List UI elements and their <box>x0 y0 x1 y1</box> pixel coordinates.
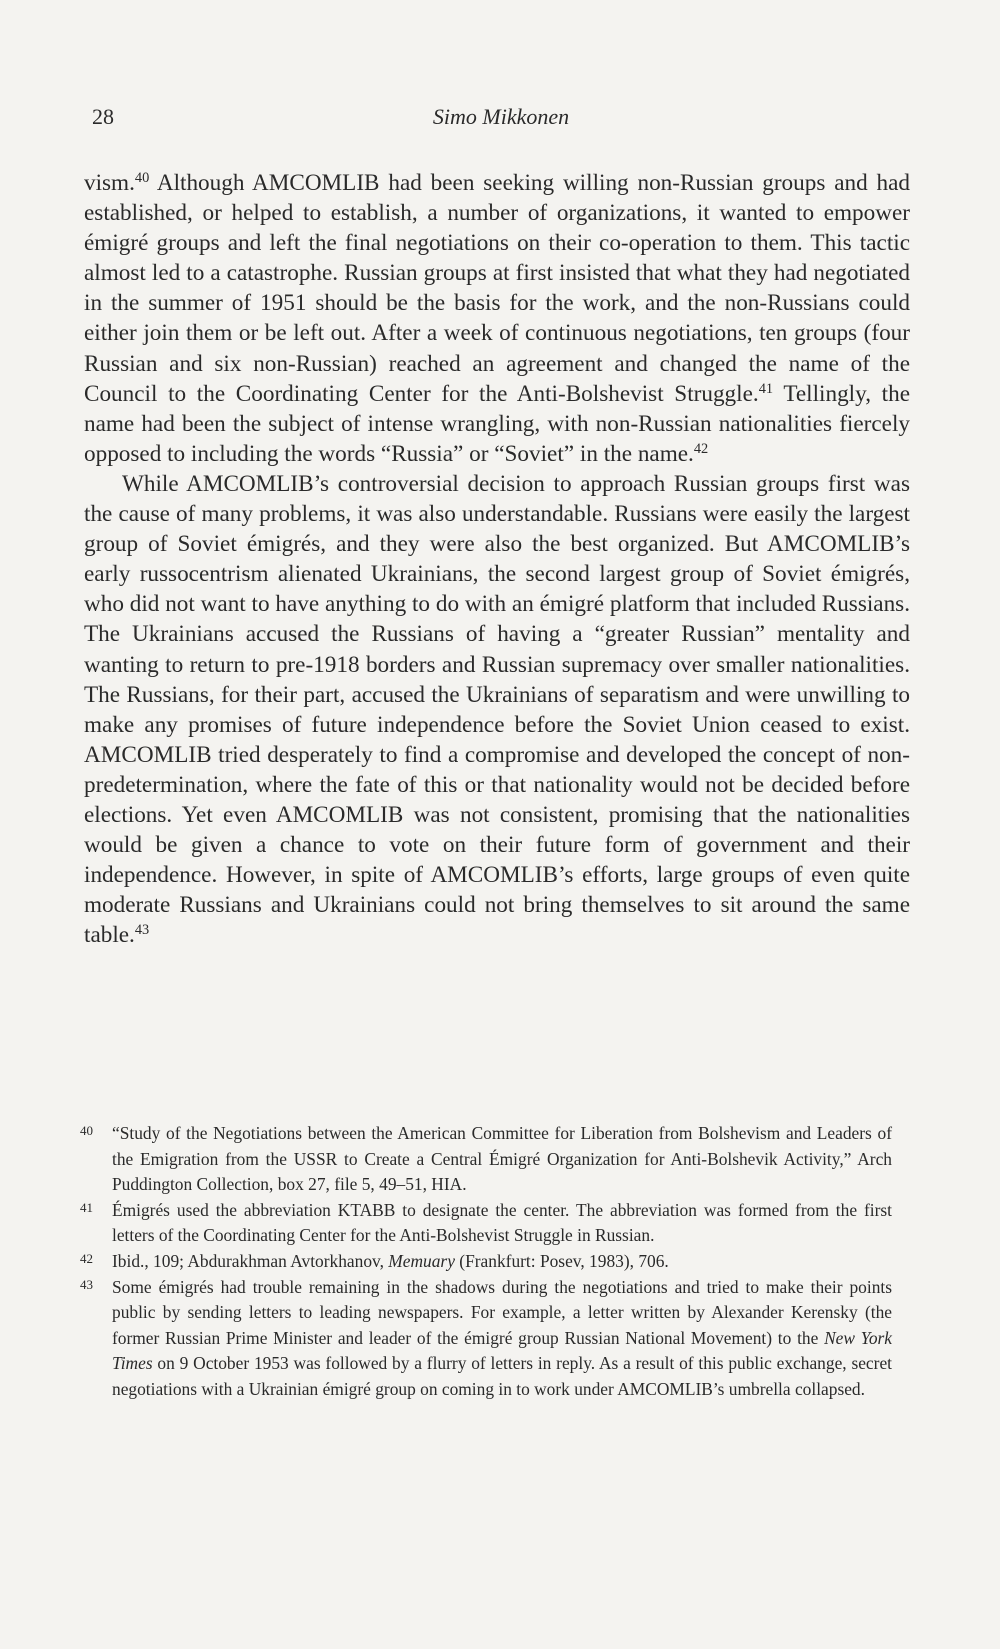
footnote <box>80 1121 892 1198</box>
page-number: 28 <box>92 104 114 129</box>
running-head: Simo Mikkonen <box>432 104 570 129</box>
text-run: vism. <box>84 170 135 196</box>
footnote-ref: 42 <box>693 440 709 457</box>
footnote-text: on 9 October 1953 was followed by a flurry of letters in reply. As a result of this public exchange, secret negotiations with a Ukrainian émigré group on coming in to work under AMCOMLIB’s umbrella collapsed. <box>112 1353 892 1399</box>
text-run: Although AMCOMLIB had been seeking willing non-Russian groups and had established, or helped to establish, a number of organizations, it wanted to empower émigré groups and left the final negotiations on their co-operation to them. This tactic almost led to a catastrophe. Russian groups at first insisted that what they had negotiated in the summer of 1951 should be the basis for the work, and the non-Russians could either join them or be left out. After a week of continuous negotiations, ten groups (four Russian and six non-Russian) reached an agreement and changed the name of the Council to the Coordinating Center for the Anti-Bolshevist Struggle. <box>84 170 910 407</box>
footnote-text: Émigrés used the abbreviation KTABB to designate the center. The abbreviation was formed from the first letters of the Coordinating Center for the Anti-Bolshevist Struggle in Russian. <box>112 1199 892 1246</box>
book-title: Memuary <box>388 1250 455 1271</box>
footnote <box>80 1198 892 1249</box>
footnote-text: Some émigrés had trouble remaining in the shadows during the negotiations and tried to make their points public by sending letters to leading newspapers. For example, a letter written by Alexander Kerensky (the former Russian Prime Minister and leader of the émigré group Russian National Movement) to the <box>112 1276 892 1348</box>
paragraph <box>84 469 910 951</box>
footnote-ref: 41 <box>758 380 774 397</box>
footnote-number: 40 <box>80 1123 93 1138</box>
text-run: While AMCOMLIB’s controversial decision to approach Russian groups first was the cause of many problems, it was also understandable. Russians were easily the largest group of Soviet émigrés, and they were also the best organized. But AMCOMLIB’s early russocentrism alienated Ukrainians, the second largest group of Soviet émigrés, who did not want to have anything to do with an émigré platform that included Russians. The Ukrainians accused the Russians of having a “greater Russian” mentality and wanting to return to pre-1918 borders and Russian supremacy over smaller nationalities. The Russians, for their part, accused the Ukrainians of separatism and were unwilling to make any promises of future independence before the Soviet Union ceased to exist. AMCOMLIB tried desperately to find a compromise and developed the concept of non-predetermination, where the fate of this or that nationality would not be decided before elections. Yet even AMCOMLIB was not consistent, promising that the nationalities would be given a chance to vote on their future form of government and their independence. However, in spite of AMCOMLIB’s efforts, large groups of even quite moderate Russians and Ukrainians could not bring themselves to sit around the same table. <box>84 470 910 949</box>
footnote-ref: 43 <box>134 922 150 939</box>
footnote-text: Ibid., 109; Abdurakhman Avtorkhanov, <box>112 1250 389 1271</box>
page-header <box>92 104 910 140</box>
footnote-text: “Study of the Negotiations between the American Committee for Liberation from Bolshevism and Leaders of the Emigration from the USSR to Create a Central Émigré Organization for Anti-Bolshevik Activity,” Arch Puddington Collection, box 27, file 5, 49–51, HIA. <box>112 1123 892 1195</box>
footnote-number: 43 <box>80 1276 93 1292</box>
paragraph <box>84 168 910 469</box>
footnote <box>80 1249 892 1275</box>
footnote-text: (Frankfurt: Posev, 1983), 706. <box>454 1250 669 1271</box>
footnote-ref: 40 <box>134 170 150 187</box>
footnotes <box>80 1121 892 1403</box>
footnote-number: 41 <box>80 1199 93 1215</box>
newspaper-title: New York Times <box>112 1327 892 1374</box>
footnote <box>80 1275 892 1403</box>
text-run: Tellingly, the name had been the subject of intense wrangling, with non-Russian nationalities fiercely opposed to including the words “Russia” or “Soviet” in the name. <box>84 380 910 467</box>
footnote-number: 42 <box>80 1250 93 1266</box>
body-text <box>84 168 910 950</box>
